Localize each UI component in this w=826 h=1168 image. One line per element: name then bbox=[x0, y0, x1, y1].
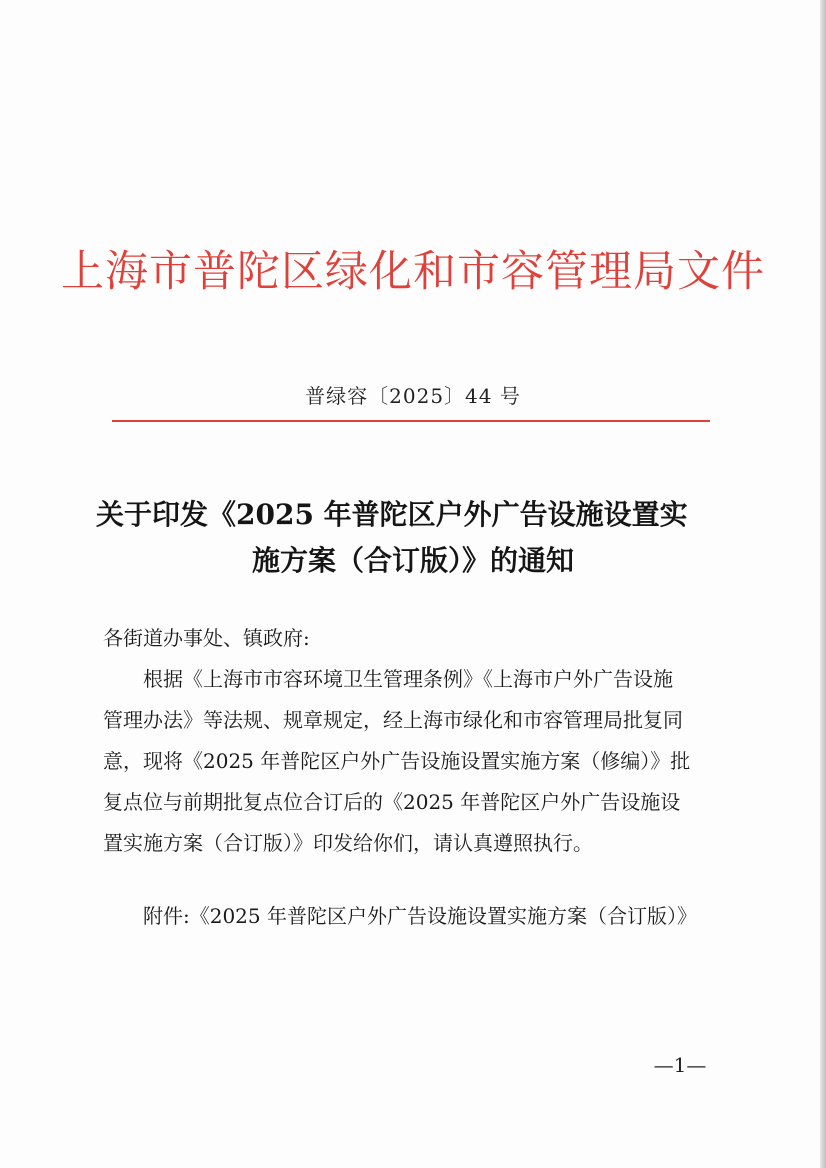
page-number: —1— bbox=[653, 1053, 707, 1077]
paragraph-line: 意，现将《2025 年普陀区户外广告设施设置实施方案（修编）》批 bbox=[103, 749, 691, 773]
paragraph-line: 管理办法》等法规、规章规定，经上海市绿化和市容管理局批复同 bbox=[103, 708, 683, 732]
attachment-line: 附件:《2025 年普陀区户外广告设施设置实施方案（合订版）》 bbox=[143, 904, 697, 928]
scan-edge-shadow bbox=[820, 0, 826, 1168]
notice-title bbox=[96, 492, 730, 584]
notice-title-line-1: 关于印发《2025 年普陀区户外广告设施设置实 bbox=[96, 498, 688, 531]
issuing-authority-title: 上海市普陀区绿化和市容管理局文件 bbox=[61, 247, 765, 297]
red-separator-line bbox=[112, 420, 710, 422]
paragraph-line: 置实施方案（合订版）》印发给你们，请认真遵照执行。 bbox=[103, 831, 593, 855]
paragraph-line: 根据《上海市市容环境卫生管理条例》《上海市户外广告设施 bbox=[143, 667, 673, 691]
paragraph-line: 复点位与前期批复点位合订后的《2025 年普陀区户外广告设施设 bbox=[103, 790, 681, 814]
recipients: 各街道办事处、镇政府: bbox=[103, 626, 310, 650]
body-paragraph bbox=[103, 659, 721, 864]
notice-title-line-2: 施方案（合订版）》的通知 bbox=[251, 544, 574, 577]
document-number: 普绿容〔2025〕44 号 bbox=[305, 384, 521, 408]
